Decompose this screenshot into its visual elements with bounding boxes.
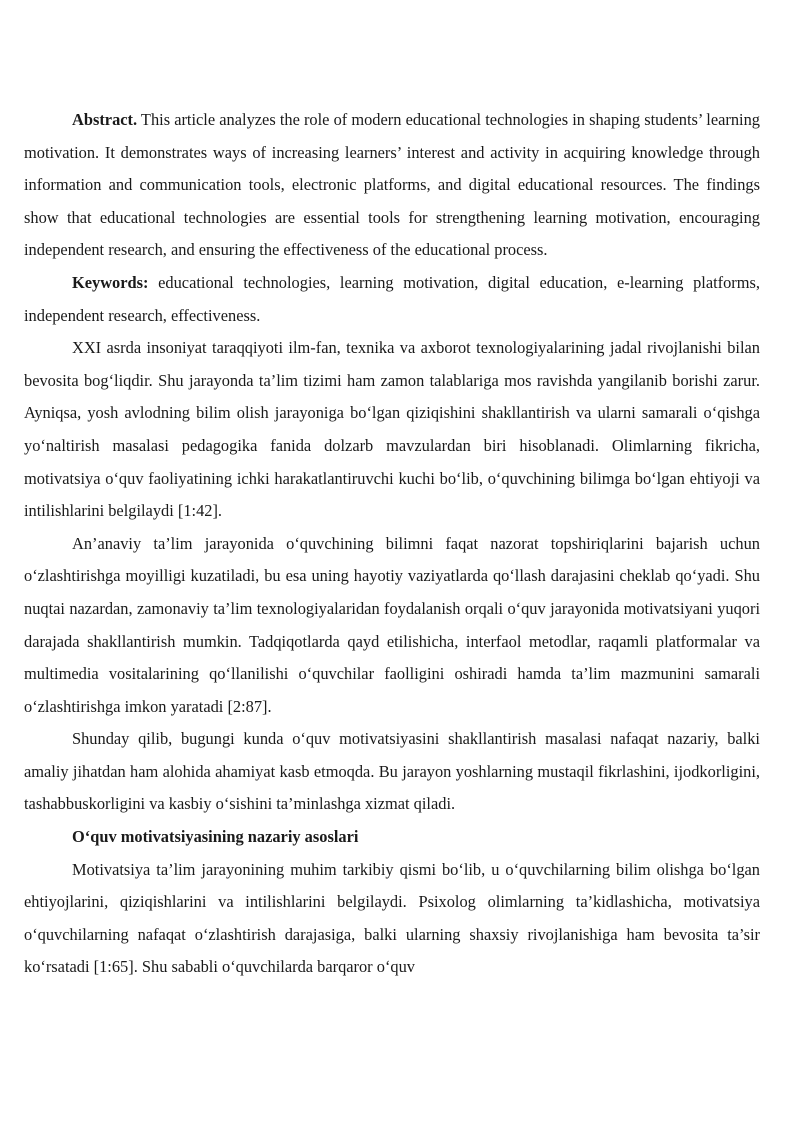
keywords-paragraph [24,267,760,332]
abstract-paragraph [24,104,760,267]
abstract-label: Abstract. [72,110,138,129]
body-paragraph-1: XXI asrda insoniyat taraqqiyoti ilm-fan, texnika va axborot texnologiyalarining jadal rivojlanishi bilan bevosita bog‘liqdir. Shu jarayonda ta’lim tizimi ham zamon talablariga mos ravishda yangilanib borishi zarur. Ayniqsa, yosh avlodning bilim olish jarayoniga bo‘lgan qiziqishini shakllantirish va ularni samarali o‘qishga yo‘naltirish masalasi pedagogika fanida dolzarb mavzulardan biri hisoblanadi. Olimlarning fikricha, motivatsiya o‘quv faoliyatining ichki harakatlantiruvchi kuchi bo‘lib, o‘quvchining bilimga bo‘lgan ehtiyoji va intilishlarini belgilaydi [1:42]. [24,338,760,521]
body-paragraph-3: Shunday qilib, bugungi kunda o‘quv motivatsiyasini shakllantirish masalasi nafaqat nazariy, balki amaliy jihatdan ham alohida ahamiyat kasb etmoqda. Bu jarayon yoshlarning mustaqil fikrlashini, ijodkorligini, tashabbuskorligini va kasbiy o‘sishini ta’minlashga xizmat qiladi. [24,729,760,814]
section-heading: O‘quv motivatsiyasining nazariy asoslari [72,827,359,847]
body-paragraph-2: An’anaviy ta’lim jarayonida o‘quvchining bilimni faqat nazorat topshiriqlarini bajarish uchun o‘zlashtirishga moyilligi kuzatiladi, bu esa uning hayotiy vaziyatlarda qo‘llash darajasini cheklab qo‘yadi. Shu nuqtai nazardan, zamonaviy ta’lim texnologiyalaridan foydalanish orqali o‘quv jarayonida motivatsiyani yuqori darajada shakllantirish mumkin. Tadqiqotlarda qayd etilishicha, interfaol metodlar, raqamli platformalar va multimedia vositalarining qo‘llanilishi o‘quvchilar faolligini oshiradi hamda ta’lim mazmunini samarali o‘zlashtirishga imkon yaratadi [2:87]. [24,533,760,716]
keywords-label: Keywords: [72,272,149,292]
abstract-text: This article analyzes the role of modern educational technologies in shaping students’ learning motivation. It demonstrates ways of increasing learners’ interest and activity in acquiring knowledge through information and communication tools, electronic platforms, and digital educational resources. The findings show that educational technologies are essential tools for strengthening learning motivation, encouraging independent research, and ensuring the effectiveness of the educational process. [24,110,760,260]
body-paragraph-4: Motivatsiya ta’lim jarayonining muhim tarkibiy qismi bo‘lib, u o‘quvchilarning bilim olishga bo‘lgan ehtiyojlarini, qiziqishlarini va intilishlarini belgilaydi. Psixolog olimlarning ta’kidlashicha, motivatsiya o‘quvchilarning nafaqat o‘zlashtirish darajasiga, balki ularning shaxsiy rivojlanishiga ham bevosita ta’sir ko‘rsatadi [1:65]. Shu sababli o‘quvchilarda barqaror o‘quv [24,859,760,977]
keywords-text: educational technologies, learning motivation, digital education, e-learning platforms, independent research, effectiveness. [24,272,760,325]
